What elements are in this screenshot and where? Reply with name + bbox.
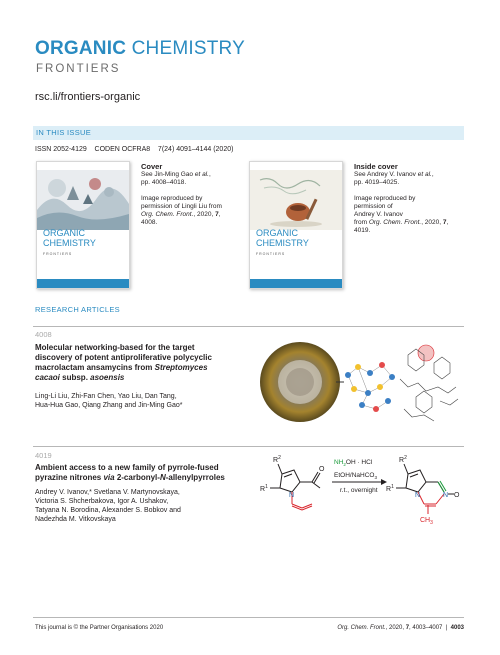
inside-cover-image[interactable] [249, 161, 343, 289]
journal-title [35, 38, 245, 60]
cover-image[interactable] [36, 161, 130, 289]
article-divider [33, 446, 464, 447]
inside-cover-mini-title: ORGANIC CHEMISTRY [256, 228, 309, 248]
macrolactam-structure [400, 345, 458, 421]
inside-cover-artwork [250, 170, 342, 230]
svg-text:O: O [319, 466, 325, 473]
svg-text:N: N [415, 492, 421, 499]
svg-text:r.t., overnight: r.t., overnight [340, 487, 378, 494]
allenyl-group [292, 492, 312, 510]
cover-caption-title: Cover [141, 162, 163, 171]
journal-title-rest: CHEMISTRY [126, 38, 245, 59]
article-2-page-number: 4019 [35, 451, 52, 460]
svg-text:R2: $R^2$ [399, 455, 407, 464]
journal-url-link[interactable]: rsc.li/frontiers-organic [35, 91, 141, 103]
inside-cover-footer-band [250, 279, 342, 288]
issn-line: ISSN 2052-4129 CODEN OCFRA8 7(24) 4091–4144 (2020) [35, 146, 234, 153]
inside-cover-mini-subtitle: FRONTIERS [256, 252, 286, 256]
svg-text:N: N [289, 492, 295, 499]
reactant-structure [270, 464, 320, 492]
inside-cover-caption-repro: Image reproduced by permission of Andrey V. Ivanov from Org. Chem. Front., 2020, 7, 4019. [354, 195, 449, 234]
research-articles-heading: RESEARCH ARTICLES [35, 305, 120, 314]
cover-caption-repro: Image reproduced by permission of Lingli Liu from Org. Chem. Front., 2020, 7, 4008. [141, 195, 222, 226]
inside-cover-caption-see: See Andrey V. Ivanov et al., [354, 171, 434, 178]
svg-text:R1: $R^1$ [260, 484, 268, 493]
in-this-issue-heading: IN THIS ISSUE [36, 128, 92, 137]
journal-subtitle: FRONTIERS [36, 63, 121, 75]
article-graphical-abstract [258, 335, 464, 425]
cover-caption-pages: pp. 4008–4018. [141, 179, 187, 186]
cover-caption-see: See Jin-Ming Gao et al., [141, 171, 211, 178]
cover-caption [141, 162, 236, 227]
cover-mini-subtitle: FRONTIERS [43, 252, 73, 256]
reaction-scheme [258, 452, 464, 532]
in-this-issue-bar [33, 126, 464, 140]
svg-text:O: O [454, 492, 460, 499]
cover-footer-band [37, 279, 129, 288]
footer-page-number: 4003 [450, 625, 464, 631]
article-title-link[interactable]: Molecular networking-based for the target discovery of potent antiproliferative polycyclic macrolactam ansamycins from Streptomyces cacaoi subsp. asoensis [35, 343, 212, 382]
product-structure [396, 464, 444, 492]
article-2-title-link[interactable]: Ambient access to a new family of pyrrole-fused pyrazine nitrones via 2-carbonyl-N-allenylpyrroles [35, 463, 225, 482]
cover-artwork [37, 170, 129, 230]
footer-citation: Org. Chem. Front., 2020, 7, 4003–4007 | 4003 [337, 625, 464, 631]
footer-divider [33, 617, 464, 618]
svg-text:NH2OH · HCl: $NH_2OH$ · HCl [334, 459, 373, 467]
svg-text:EtOH/NaHCO3: EtOH/NaHCO$_3$ [334, 472, 377, 480]
article-page-number: 4008 [35, 330, 52, 339]
network-nodes [345, 362, 395, 412]
article-2-authors: Andrey V. Ivanov,* Svetlana V. Martynovskaya, Victoria S. Shcherbakova, Igor A. Ushakov, Tatyana N. Borodina, Alexander S. Bobkov and Nadezhda M. Vitkovskaya [35, 489, 181, 523]
svg-text:CH3: $CH_3$ [420, 517, 433, 526]
article-authors: Ling-Li Liu, Zhi-Fan Chen, Yao Liu, Dan Tang, Hua-Hua Gao, Qiang Zhang and Jin-Ming Gao* [35, 393, 183, 409]
inside-cover-caption-pages: pp. 4019–4025. [354, 179, 400, 186]
inside-cover-caption [354, 162, 464, 235]
svg-text:N: N [443, 492, 449, 499]
svg-text:R2: $R^2$ [273, 455, 281, 464]
cover-mini-title: ORGANIC CHEMISTRY [43, 228, 96, 248]
journal-title-bold: ORGANIC [35, 38, 127, 59]
section-divider [33, 326, 464, 327]
svg-text:R1: $R^1$ [386, 484, 394, 493]
inside-cover-caption-title: Inside cover [354, 162, 398, 171]
footer-copyright: This journal is © the Partner Organisations 2020 [35, 625, 164, 631]
